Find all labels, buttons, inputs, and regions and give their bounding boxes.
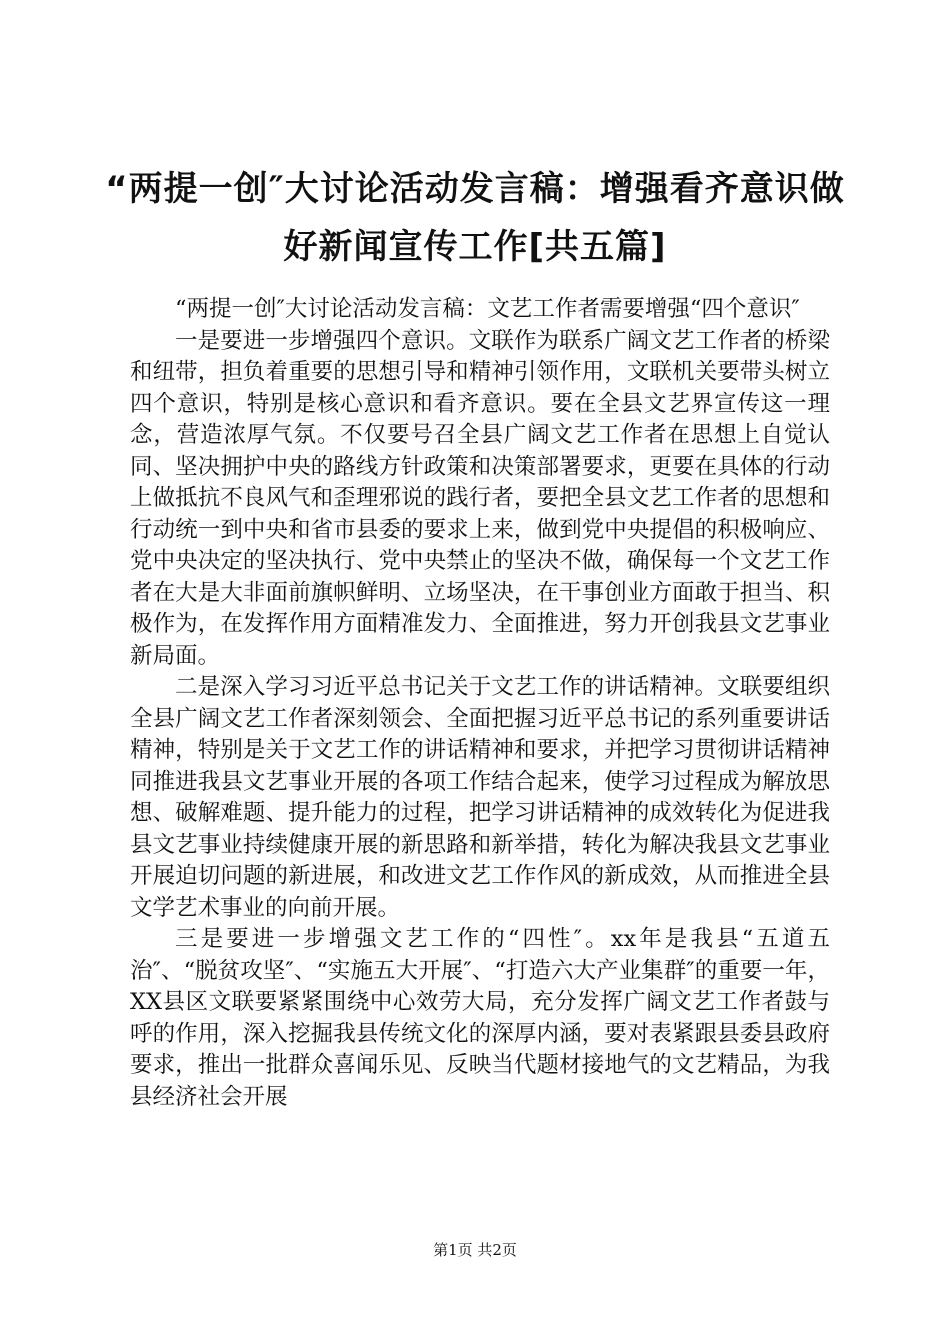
paragraph-subtitle: “两提一创″大讨论活动发言稿：文艺工作者需要增强“四个意识″	[175, 296, 800, 322]
document-title: “两提一创″大讨论活动发言稿：增强看齐意识做好新闻宣传工作[共五篇]	[105, 169, 845, 267]
paragraph-point-three: 三是要进一步增强文艺工作的“四性″。xx年是我县“五道五治″、“脱贫攻坚″、“实施五大开展″、“打造六大产业集群″的重要一年，XX县区文联要紧紧围绕中心效劳大局，充分发挥广阔文艺工作者鼓与呼的作用，深入挖掘我县传统文化的深厚内涵，要对表紧跟县委县政府要求，推出一批群众喜闻乐见、反映当代题材接地气的文艺精品，为我县经济社会开展	[130, 926, 830, 1110]
paragraph-point-one: 一是要进一步增强四个意识。文联作为联系广阔文艺工作者的桥梁和纽带，担负着重要的思想引导和精神引领作用，文联机关要带头树立四个意识，特别是核心意识和看齐意识。要在全县文艺界宣传这一理念，营造浓厚气氛。不仅要号召全县广阔文艺工作者在思想上自觉认同、坚决拥护中央的路线方针政策和决策部署要求，更要在具体的行动上做抵抗不良风气和歪理邪说的践行者，要把全县文艺工作者的思想和行动统一到中央和省市县委的要求上来，做到党中央提倡的积极响应、党中央决定的坚决执行、党中央禁止的坚决不做，确保每一个文艺工作者在大是大非面前旗帜鲜明、立场坚决，在干事创业方面敢于担当、积极作为，在发挥作用方面精准发力、全面推进，努力开创我县文艺事业新局面。	[130, 327, 830, 669]
document-body	[130, 294, 830, 1113]
paragraph-point-two: 二是深入学习习近平总书记关于文艺工作的讲话精神。文联要组织全县广阔文艺工作者深刻领会、全面把握习近平总书记的系列重要讲话精神，特别是关于文艺工作的讲话精神和要求，并把学习贯彻讲话精神同推进我县文艺事业开展的各项工作结合起来，使学习过程成为解放思想、破解难题、提升能力的过程，把学习讲话精神的成效转化为促进我县文艺事业持续健康开展的新思路和新举措，转化为解决我县文艺事业开展迫切问题的新进展，和改进文艺工作作风的新成效，从而推进全县文学艺术事业的向前开展。	[130, 674, 830, 921]
page-number-footer: 第1页 共2页	[433, 1241, 517, 1259]
